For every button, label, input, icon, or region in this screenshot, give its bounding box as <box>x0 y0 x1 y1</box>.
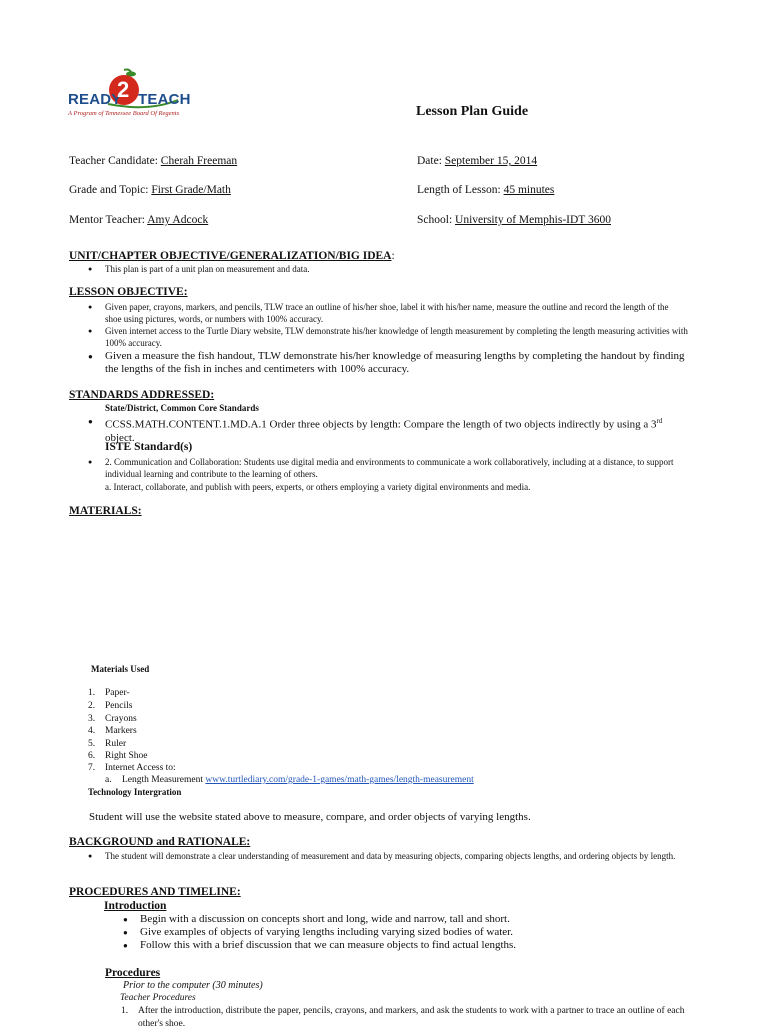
logo-2: 2 <box>117 77 130 102</box>
material-item: 2. Pencils <box>88 701 133 711</box>
turtlediary-link[interactable]: www.turtlediary.com/grade-1-games/math-games/length-measurement <box>205 775 474 785</box>
date: Date: September 15, 2014 <box>417 155 538 167</box>
objective-bullet-1: ● Given paper, crayons, markers, and pencils, TLW trace an outline of his/her shoe, label it with his/her name, measure the outline and record the length of the shoe using pictures, words, or numbers with 100% accuracy. <box>105 302 685 325</box>
materials-heading: MATERIALS: <box>69 505 142 517</box>
logo-tagline: A Program of Tennessee Board Of Regents <box>68 110 180 117</box>
objective-bullet-3: ● Given a measure the fish handout, TLW demonstrate his/her knowledge of measuring lengths by completing the handout by finding the lengths of the fish in inches and centimeters with 100% accuracy. <box>105 350 695 376</box>
ready2teach-logo <box>68 68 191 120</box>
state-standards-label: State/District, Common Core Standards <box>105 403 259 413</box>
objective-bullet-2: ● Given internet access to the Turtle Diary website, TLW demonstrate his/her knowledge of length measurement by completing the length measuring activities with 100% accuracy. <box>105 326 705 349</box>
lesson-length: Length of Lesson: 45 minutes <box>417 184 555 196</box>
material-item: 7. Internet Access to: <box>88 763 176 773</box>
material-item: 1. Paper- <box>88 688 130 698</box>
ccss-bullet: ● CCSS.MATH.CONTENT.1.MD.A.1 Order three objects by length: Compare the length of two objects indirectly by using a 3rd object. <box>105 415 725 445</box>
material-item: 5. Ruler <box>88 739 127 749</box>
materials-used-label: Materials Used <box>91 664 150 674</box>
iste-bullet: ● 2. Communication and Collaboration: Students use digital media and environments to communicate a work collaboratively, including at a distance, to support individual learning and contribute to the learning of others. <box>105 457 705 480</box>
tech-integration-label: Technology Intergration <box>88 787 182 797</box>
intro-bullet-1: ● Begin with a discussion on concepts short and long, wide and narrow, tall and short. <box>140 913 700 926</box>
procedures-heading: PROCEDURES AND TIMELINE: <box>69 886 241 898</box>
page-title: Lesson Plan Guide <box>416 104 529 119</box>
procedure-step-1: 1. After the introduction, distribute the paper, pencils, crayons, and markers, and ask the students to work with a partner to trace an outline of each other's shoe. <box>121 1006 685 1029</box>
logo-ready: READY <box>68 91 122 108</box>
school: School: University of Memphis-IDT 3600 <box>417 214 611 226</box>
unit-heading: UNIT/CHAPTER OBJECTIVE/GENERALIZATION/BIG IDEA: <box>69 250 395 262</box>
unit-bullet: ● This plan is part of a unit plan on measurement and data. <box>105 264 725 276</box>
intro-bullet-3: ● Follow this with a brief discussion that we can measure objects to find actual lengths. <box>140 939 700 952</box>
tech-integration-text: Student will use the website stated above to measure, compare, and order objects of varying lengths. <box>89 811 531 823</box>
material-subitem: a. Length Measurement www.turtlediary.com/grade-1-games/math-games/length-measurement <box>105 775 474 785</box>
iste-sub: a. Interact, collaborate, and publish with peers, experts, or others employing a variety digital environments and media. <box>105 482 531 492</box>
iste-label: ISTE Standard(s) <box>105 441 193 453</box>
background-bullet: ● The student will demonstrate a clear understanding of measurement and data by measuring objects, comparing objects lengths, and ordering objects by length. <box>105 851 705 863</box>
material-item: 4. Markers <box>88 726 137 736</box>
logo-teach: TEACH <box>138 91 191 108</box>
teacher-procedures: Teacher Procedures <box>120 993 196 1003</box>
standards-heading: STANDARDS ADDRESSED: <box>69 389 215 401</box>
material-item: 6. Right Shoe <box>88 751 148 761</box>
material-item: 3. Crayons <box>88 714 137 724</box>
mentor-teacher: Mentor Teacher: Amy Adcock <box>69 214 209 226</box>
prior-computer: Prior to the computer (30 minutes) <box>123 980 263 991</box>
background-heading: BACKGROUND and RATIONALE: <box>69 836 251 848</box>
grade-topic: Grade and Topic: First Grade/Math <box>69 184 231 196</box>
teacher-candidate: Teacher Candidate: Cherah Freeman <box>69 155 238 167</box>
intro-bullet-2: ● Give examples of objects of varying lengths including varying sized bodies of water. <box>140 926 700 939</box>
procedures-label: Procedures <box>105 967 161 979</box>
objective-heading: LESSON OBJECTIVE: <box>69 286 188 298</box>
introduction-label: Introduction <box>104 900 167 912</box>
